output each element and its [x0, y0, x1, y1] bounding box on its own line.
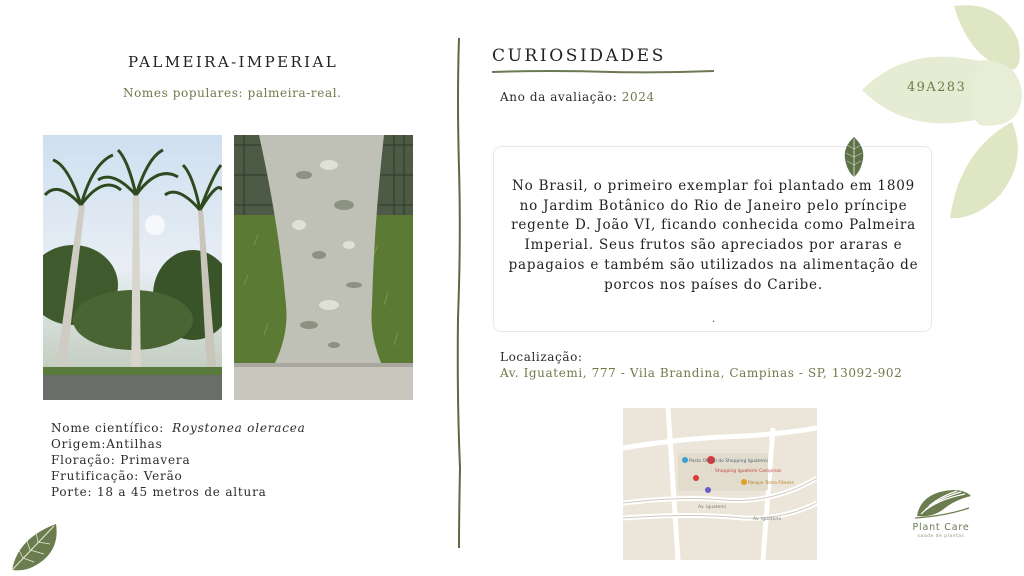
- palm-trees-photo: [43, 135, 222, 400]
- logo-subtitle: saúde de plantas: [917, 534, 965, 539]
- curiosity-text: No Brasil, o primeiro exemplar foi plantado em 1809 no Jardim Botânico do Rio de Janeiro pelo príncipe regente D. João VI, ficando conhecida como Palmeira Imperial. Seus frutos são apreciados por araras e papagaios e também são utilizados na alimentação de porcos nos países do Caribe.: [508, 178, 919, 293]
- column-divider: [454, 38, 464, 548]
- corner-leaf-icon: [8, 520, 63, 572]
- origin-row: [51, 436, 306, 452]
- fruiting-value: Verão: [143, 469, 183, 483]
- location-map[interactable]: [623, 408, 817, 560]
- evaluation-year-label: Ano da avaliação:: [500, 90, 618, 104]
- flowering-row: [51, 452, 306, 468]
- scientific-name-value: Roystonea oleracea: [172, 421, 306, 435]
- plant-facts: [51, 420, 306, 500]
- palm-trunk-photo: [234, 135, 413, 400]
- logo-leaf-icon: [905, 486, 977, 522]
- flowering-value: Primavera: [120, 453, 191, 467]
- leaf-icon: [843, 137, 865, 179]
- decorative-leaves-icon: [940, 0, 1024, 225]
- size-label: Porte:: [51, 485, 93, 499]
- plant-care-logo: [905, 486, 977, 542]
- curiosities-underline: [492, 68, 714, 76]
- location-label: Localização:: [500, 350, 583, 364]
- plant-code: 49A283: [907, 80, 967, 95]
- curiosity-card: [493, 146, 932, 332]
- map-label-1: Posto Oficial do Shopping Iguatemi: [689, 459, 768, 464]
- scientific-name-row: [51, 420, 306, 436]
- size-value: 18 a 45 metros de altura: [96, 485, 267, 499]
- map-label-2: Shopping Iguatemi Campinas: [715, 469, 782, 474]
- size-row: [51, 484, 306, 500]
- map-label-4: Av. Iguatemi: [698, 505, 726, 510]
- origin-value: Antilhas: [106, 437, 163, 451]
- origin-label: Origem:: [51, 437, 107, 451]
- evaluation-year-value: 2024: [621, 90, 655, 104]
- plant-title: PALMEIRA-IMPERIAL: [128, 53, 339, 71]
- popular-names: [123, 86, 342, 100]
- location-address: Av. Iguatemi, 777 - Vila Brandina, Campinas - SP, 13092-902: [500, 366, 903, 380]
- map-label-3: Parque Tema Fitness: [748, 481, 794, 486]
- popular-names-value: palmeira-real.: [247, 86, 342, 100]
- fruiting-row: [51, 468, 306, 484]
- flowering-label: Floração:: [51, 453, 116, 467]
- curiosities-title: CURIOSIDADES: [492, 46, 666, 66]
- fruiting-label: Frutificação:: [51, 469, 140, 483]
- popular-names-label: Nomes populares:: [123, 86, 244, 100]
- logo-name: Plant Care: [912, 522, 970, 533]
- curiosity-trailing-dot: .: [712, 314, 716, 325]
- scientific-name-label: Nome científico:: [51, 421, 165, 435]
- map-label-5: Av. Iguatemi: [753, 517, 781, 522]
- evaluation-year: [500, 90, 655, 104]
